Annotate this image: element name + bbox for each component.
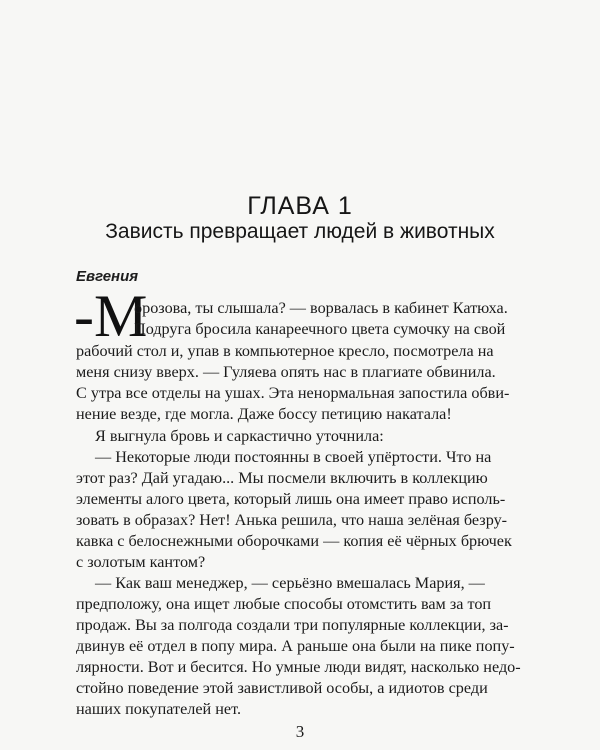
text-line: — Как ваш менеджер, — серьёзно вмешалась Мария, — xyxy=(95,574,485,592)
text-line: лярности. Вот и бесится. Но умные люди видят, насколько недо- xyxy=(76,658,521,676)
chapter-subtitle: Зависть превращает людей в животных xyxy=(105,220,495,243)
text-line: с золотым кантом? xyxy=(76,553,206,571)
section-name: Евгения xyxy=(76,268,139,285)
text-line: орозова, ты слышала? — ворвалась в кабинет Катюха. xyxy=(134,299,508,317)
text-line: Подруга бросила канареечного цвета сумочку на свой xyxy=(134,320,506,338)
text-line: С утра все отделы на ушах. Эта ненормальная запостила обви- xyxy=(76,384,510,402)
text-line: двинув её отдел в попу мира. А раньше она были на пике попу- xyxy=(76,637,515,655)
text-line: элементы алого цвета, который лишь она имеет право исполь- xyxy=(76,490,506,508)
text-line: нение везде, где могла. Даже боссу петицию накатала! xyxy=(76,405,452,423)
text-line: стойно поведение этой завистливой особы, а идиотов среди xyxy=(76,679,488,697)
text-line: Я выгнула бровь и саркастично уточнила: xyxy=(95,427,384,445)
drop-cap: -М xyxy=(74,283,148,349)
text-line: предположу, она ищет любые способы отомстить вам за топ xyxy=(76,595,492,613)
text-line: этот раз? Дай угадаю... Мы посмели включить в коллекцию xyxy=(76,469,488,487)
text-line: зовать в образах? Нет! Анька решила, что наша зелёная безру- xyxy=(76,511,508,529)
text-line: меня снизу вверх. — Гуляева опять нас в плагиате обвинила. xyxy=(76,363,496,381)
text-line: наших покупателей нет. xyxy=(76,700,242,718)
text-line: рабочий стол и, упав в компьютерное кресло, посмотрела на xyxy=(76,342,494,360)
text-line: продаж. Вы за полгода создали три популярные коллекции, за- xyxy=(76,616,509,634)
chapter-title: ГЛАВА 1 xyxy=(247,192,353,220)
page-number: 3 xyxy=(295,722,305,741)
text-line: кавка с белоснежными оборочками — копия её чёрных брючек xyxy=(76,532,512,550)
text-line: — Некоторые люди постоянны в своей упёртости. Что на xyxy=(95,448,492,466)
